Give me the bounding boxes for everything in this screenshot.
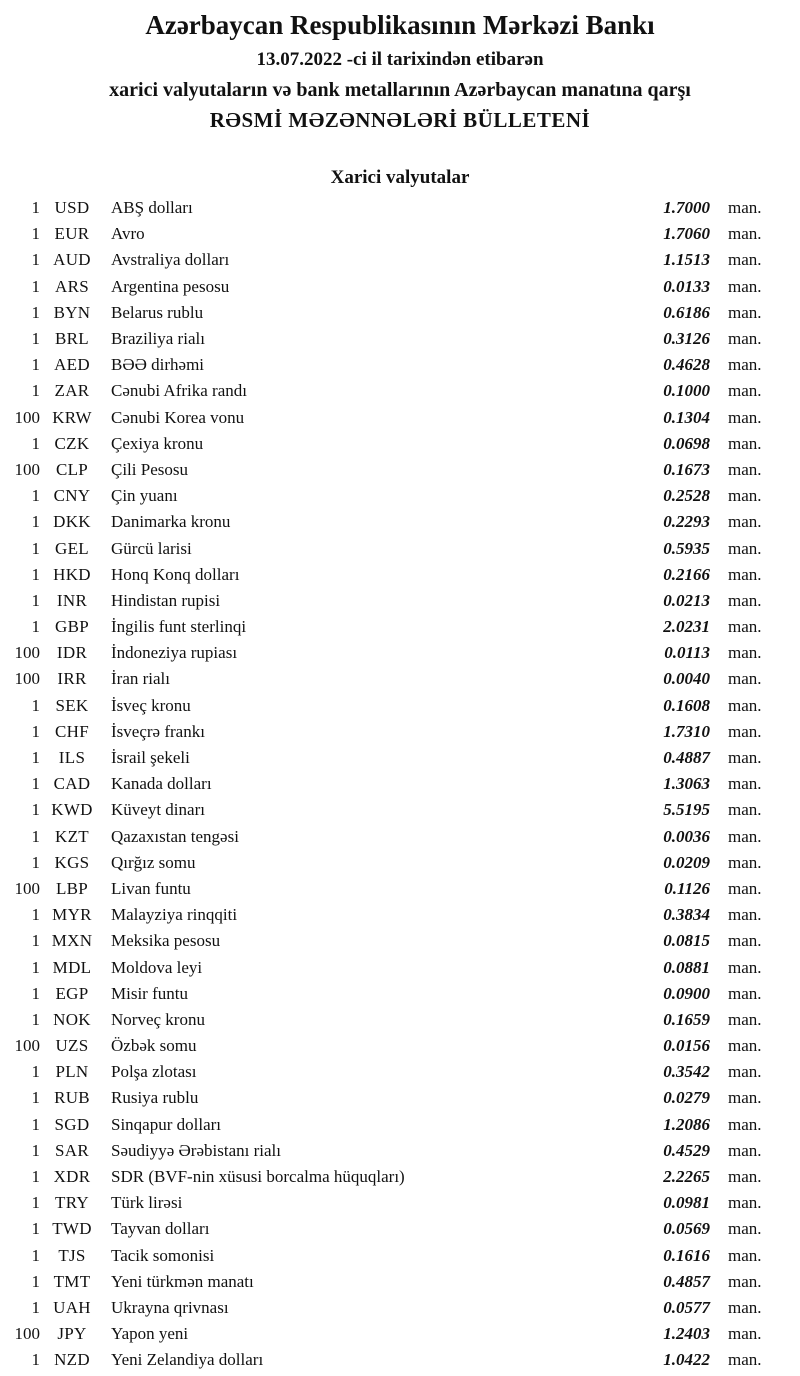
table-row xyxy=(0,457,800,483)
row-unit-label: man. xyxy=(728,1324,762,1344)
row-rate: 0.0209 xyxy=(663,852,710,872)
row-unit-label: man. xyxy=(728,905,762,925)
row-currency-name: Türk lirəsi xyxy=(111,1193,183,1213)
table-row xyxy=(0,378,800,404)
row-quantity: 1 xyxy=(31,983,40,1003)
row-rate: 0.1126 xyxy=(664,878,710,898)
row-rate: 0.1616 xyxy=(663,1245,710,1265)
row-currency-name: Malayziya rinqqiti xyxy=(111,905,238,925)
row-rate: 0.1659 xyxy=(663,1009,710,1029)
table-row xyxy=(0,1216,800,1242)
row-rate: 0.0981 xyxy=(663,1193,710,1213)
row-quantity: 1 xyxy=(31,1088,40,1108)
row-quantity: 1 xyxy=(31,617,40,637)
table-row xyxy=(0,902,800,928)
row-unit-label: man. xyxy=(728,774,762,794)
row-currency-name: Livan funtu xyxy=(111,878,191,898)
row-currency-code: BRL xyxy=(55,329,89,349)
row-quantity: 100 xyxy=(14,1036,40,1056)
table-row xyxy=(0,247,800,273)
row-rate: 0.4529 xyxy=(663,1140,710,1160)
row-currency-name: Yeni türkmən manatı xyxy=(111,1271,254,1291)
row-rate: 0.4857 xyxy=(663,1271,710,1291)
row-rate: 0.0156 xyxy=(663,1036,710,1056)
table-row xyxy=(0,954,800,980)
row-quantity: 1 xyxy=(31,748,40,768)
table-row xyxy=(0,1269,800,1295)
row-quantity: 1 xyxy=(31,564,40,584)
table-row xyxy=(0,300,800,326)
row-currency-code: KGS xyxy=(54,852,90,872)
row-currency-name: İsveçrə frankı xyxy=(111,721,205,741)
row-rate: 0.3834 xyxy=(663,905,710,925)
row-quantity: 1 xyxy=(31,1140,40,1160)
row-quantity: 1 xyxy=(31,198,40,218)
table-row xyxy=(0,640,800,666)
row-currency-name: Hindistan rupisi xyxy=(111,590,221,610)
table-row xyxy=(0,483,800,509)
table-row xyxy=(0,1059,800,1085)
row-quantity: 1 xyxy=(31,224,40,244)
table-row xyxy=(0,719,800,745)
row-unit-label: man. xyxy=(728,1245,762,1265)
effective-date-line: 13.07.2022 -ci il tarixindən etibarən xyxy=(256,49,544,70)
row-quantity: 1 xyxy=(31,1167,40,1187)
row-currency-code: DKK xyxy=(53,512,91,532)
table-row xyxy=(0,876,800,902)
row-currency-code: MDL xyxy=(52,957,92,977)
row-unit-label: man. xyxy=(728,721,762,741)
row-rate: 1.1513 xyxy=(663,250,710,270)
row-quantity: 1 xyxy=(31,852,40,872)
row-quantity: 1 xyxy=(31,355,40,375)
row-currency-name: Kanada dolları xyxy=(111,774,212,794)
table-row xyxy=(0,1243,800,1269)
row-unit-label: man. xyxy=(728,1036,762,1056)
table-row xyxy=(0,221,800,247)
row-currency-name: Avstraliya dolları xyxy=(111,250,230,270)
row-currency-name: Honq Konq dolları xyxy=(111,564,240,584)
row-currency-name: Qazaxıstan tengəsi xyxy=(111,826,239,846)
row-rate: 0.4887 xyxy=(663,748,710,768)
row-currency-code: TJS xyxy=(58,1245,86,1265)
row-currency-name: Ukrayna qrivnası xyxy=(111,1297,229,1317)
row-quantity: 1 xyxy=(31,512,40,532)
row-rate: 1.7060 xyxy=(663,224,710,244)
row-quantity: 100 xyxy=(14,878,40,898)
section-title-foreign-currencies: Xarici valyutalar xyxy=(330,167,470,188)
row-currency-name: Tacik somonisi xyxy=(111,1245,215,1265)
row-currency-code: SGD xyxy=(54,1114,90,1134)
table-row xyxy=(0,981,800,1007)
row-rate: 0.0113 xyxy=(664,643,710,663)
rates-table xyxy=(0,195,800,1373)
row-currency-name: Cənubi Afrika randı xyxy=(111,381,247,401)
row-currency-code: INR xyxy=(56,590,88,610)
row-currency-name: Norveç kronu xyxy=(111,1009,205,1029)
row-currency-name: Tayvan dolları xyxy=(111,1219,210,1239)
row-rate: 1.7000 xyxy=(663,198,710,218)
row-unit-label: man. xyxy=(728,355,762,375)
row-unit-label: man. xyxy=(728,695,762,715)
row-rate: 1.2086 xyxy=(663,1114,710,1134)
table-row xyxy=(0,1138,800,1164)
row-unit-label: man. xyxy=(728,1297,762,1317)
row-currency-code: UZS xyxy=(55,1036,89,1056)
row-currency-name: Özbək somu xyxy=(111,1036,197,1056)
row-rate: 0.0569 xyxy=(663,1219,710,1239)
row-rate: 2.2265 xyxy=(663,1167,710,1187)
row-unit-label: man. xyxy=(728,748,762,768)
table-row xyxy=(0,431,800,457)
row-currency-name: Cənubi Korea vonu xyxy=(111,407,245,427)
row-unit-label: man. xyxy=(728,983,762,1003)
row-currency-name: Argentina pesosu xyxy=(111,276,230,296)
table-row xyxy=(0,824,800,850)
row-rate: 1.2403 xyxy=(663,1324,710,1344)
row-currency-code: TWD xyxy=(52,1219,92,1239)
table-row xyxy=(0,535,800,561)
row-unit-label: man. xyxy=(728,198,762,218)
row-unit-label: man. xyxy=(728,224,762,244)
row-rate: 0.1000 xyxy=(663,381,710,401)
row-rate: 0.0036 xyxy=(663,826,710,846)
row-unit-label: man. xyxy=(728,617,762,637)
row-currency-code: KZT xyxy=(55,826,89,846)
row-currency-code: HKD xyxy=(53,564,91,584)
document-header xyxy=(0,0,800,133)
row-currency-name: Çin yuanı xyxy=(111,486,178,506)
row-currency-code: CZK xyxy=(54,433,90,453)
row-quantity: 1 xyxy=(31,433,40,453)
row-currency-name: İngilis funt sterlinqi xyxy=(111,617,247,637)
row-currency-name: İsrail şekeli xyxy=(111,748,190,768)
row-quantity: 1 xyxy=(31,590,40,610)
row-rate: 0.0815 xyxy=(663,931,710,951)
row-unit-label: man. xyxy=(728,250,762,270)
row-currency-code: MXN xyxy=(51,931,93,951)
row-rate: 0.0577 xyxy=(663,1297,710,1317)
row-currency-name: Səudiyyə Ərəbistanı rialı xyxy=(111,1140,281,1160)
row-quantity: 100 xyxy=(14,1324,40,1344)
row-rate: 1.0422 xyxy=(663,1350,710,1370)
row-currency-name: BƏƏ dirhəmi xyxy=(111,355,205,375)
row-unit-label: man. xyxy=(728,1271,762,1291)
row-currency-code: BYN xyxy=(53,302,91,322)
row-currency-name: Qırğız somu xyxy=(111,852,196,872)
row-rate: 0.1304 xyxy=(663,407,710,427)
row-rate: 0.1608 xyxy=(663,695,710,715)
row-currency-code: JPY xyxy=(57,1324,87,1344)
table-row xyxy=(0,1164,800,1190)
row-quantity: 1 xyxy=(31,250,40,270)
table-row xyxy=(0,195,800,221)
table-row xyxy=(0,1190,800,1216)
row-rate: 0.0213 xyxy=(663,590,710,610)
row-currency-code: RUB xyxy=(54,1088,90,1108)
row-quantity: 1 xyxy=(31,1350,40,1370)
row-unit-label: man. xyxy=(728,852,762,872)
row-currency-name: Avro xyxy=(111,224,145,244)
row-currency-code: ILS xyxy=(58,748,86,768)
row-rate: 0.5935 xyxy=(663,538,710,558)
row-unit-label: man. xyxy=(728,302,762,322)
row-quantity: 1 xyxy=(31,302,40,322)
row-quantity: 1 xyxy=(31,931,40,951)
row-rate: 0.2528 xyxy=(663,486,710,506)
table-row xyxy=(0,562,800,588)
row-rate: 0.0279 xyxy=(663,1088,710,1108)
row-quantity: 1 xyxy=(31,695,40,715)
row-currency-name: ABŞ dolları xyxy=(111,198,193,218)
row-unit-label: man. xyxy=(728,957,762,977)
table-row xyxy=(0,693,800,719)
row-unit-label: man. xyxy=(728,407,762,427)
row-unit-label: man. xyxy=(728,564,762,584)
row-quantity: 1 xyxy=(31,1297,40,1317)
row-quantity: 1 xyxy=(31,486,40,506)
row-currency-code: KRW xyxy=(52,407,92,427)
table-row xyxy=(0,1007,800,1033)
table-row xyxy=(0,1112,800,1138)
row-rate: 0.4628 xyxy=(663,355,710,375)
row-unit-label: man. xyxy=(728,878,762,898)
row-unit-label: man. xyxy=(728,459,762,479)
row-quantity: 1 xyxy=(31,1245,40,1265)
row-currency-name: Moldova leyi xyxy=(111,957,203,977)
row-quantity: 1 xyxy=(31,1114,40,1134)
row-currency-name: İndoneziya rupiası xyxy=(111,643,238,663)
row-currency-code: SEK xyxy=(55,695,89,715)
row-currency-code: PLN xyxy=(55,1062,89,1082)
table-row xyxy=(0,666,800,692)
row-currency-name: Meksika pesosu xyxy=(111,931,221,951)
row-currency-name: İsveç kronu xyxy=(111,695,191,715)
row-unit-label: man. xyxy=(728,433,762,453)
row-currency-code: IDR xyxy=(56,643,88,663)
row-quantity: 1 xyxy=(31,1009,40,1029)
row-currency-code: AUD xyxy=(53,250,91,270)
row-currency-name: Polşa zlotası xyxy=(111,1062,197,1082)
row-unit-label: man. xyxy=(728,276,762,296)
row-currency-code: CAD xyxy=(53,774,91,794)
row-currency-code: ZAR xyxy=(54,381,90,401)
row-rate: 0.0698 xyxy=(663,433,710,453)
table-row xyxy=(0,850,800,876)
row-unit-label: man. xyxy=(728,1350,762,1370)
table-row xyxy=(0,352,800,378)
row-unit-label: man. xyxy=(728,381,762,401)
row-currency-code: TMT xyxy=(53,1271,91,1291)
table-row xyxy=(0,745,800,771)
row-currency-name: Çexiya kronu xyxy=(111,433,204,453)
row-currency-code: GBP xyxy=(55,617,89,637)
row-currency-name: Yapon yeni xyxy=(111,1324,189,1344)
row-currency-code: UAH xyxy=(53,1297,91,1317)
row-currency-name: Danimarka kronu xyxy=(111,512,231,532)
row-quantity: 1 xyxy=(31,1193,40,1213)
row-rate: 5.5195 xyxy=(663,800,710,820)
row-currency-code: CHF xyxy=(55,721,89,741)
table-row xyxy=(0,1321,800,1347)
row-rate: 0.3126 xyxy=(663,329,710,349)
bulletin-title: RƏSMİ MƏZƏNNƏLƏRİ BÜLLETENİ xyxy=(209,108,591,132)
row-unit-label: man. xyxy=(728,538,762,558)
row-currency-code: KWD xyxy=(51,800,93,820)
row-currency-code: IRR xyxy=(57,669,87,689)
row-unit-label: man. xyxy=(728,1167,762,1187)
row-quantity: 100 xyxy=(14,669,40,689)
row-currency-code: CNY xyxy=(53,486,91,506)
row-currency-name: İran rialı xyxy=(111,669,170,689)
row-currency-code: EGP xyxy=(55,983,89,1003)
row-rate: 0.2293 xyxy=(663,512,710,532)
row-quantity: 1 xyxy=(31,774,40,794)
row-unit-label: man. xyxy=(728,1219,762,1239)
row-currency-name: Braziliya rialı xyxy=(111,329,205,349)
table-row xyxy=(0,1295,800,1321)
row-rate: 0.0040 xyxy=(663,669,710,689)
row-unit-label: man. xyxy=(728,1062,762,1082)
row-rate: 0.3542 xyxy=(663,1062,710,1082)
row-rate: 0.0133 xyxy=(663,276,710,296)
row-quantity: 1 xyxy=(31,826,40,846)
row-quantity: 1 xyxy=(31,276,40,296)
row-rate: 1.7310 xyxy=(663,721,710,741)
row-unit-label: man. xyxy=(728,1114,762,1134)
subject-line: xarici valyutaların və bank metallarının Azərbaycan manatına qarşı xyxy=(109,79,691,101)
row-unit-label: man. xyxy=(728,329,762,349)
row-unit-label: man. xyxy=(728,1009,762,1029)
row-unit-label: man. xyxy=(728,486,762,506)
row-currency-name: Küveyt dinarı xyxy=(111,800,205,820)
row-unit-label: man. xyxy=(728,931,762,951)
bank-name-title: Azərbaycan Respublikasının Mərkəzi Bankı xyxy=(145,10,655,40)
row-quantity: 1 xyxy=(31,329,40,349)
table-row xyxy=(0,797,800,823)
row-rate: 0.1673 xyxy=(663,459,710,479)
row-unit-label: man. xyxy=(728,643,762,663)
row-quantity: 1 xyxy=(31,905,40,925)
table-row xyxy=(0,509,800,535)
table-row xyxy=(0,614,800,640)
row-quantity: 100 xyxy=(14,643,40,663)
row-currency-code: USD xyxy=(54,198,90,218)
table-row xyxy=(0,1347,800,1373)
table-row xyxy=(0,771,800,797)
row-currency-code: LBP xyxy=(55,878,89,898)
row-rate: 1.3063 xyxy=(663,774,710,794)
row-unit-label: man. xyxy=(728,1193,762,1213)
row-quantity: 1 xyxy=(31,1062,40,1082)
row-quantity: 100 xyxy=(14,407,40,427)
row-currency-code: SAR xyxy=(55,1140,89,1160)
row-currency-name: Belarus rublu xyxy=(111,302,204,322)
table-row xyxy=(0,1033,800,1059)
row-quantity: 1 xyxy=(31,1219,40,1239)
row-currency-code: MYR xyxy=(52,905,92,925)
row-rate: 0.0900 xyxy=(663,983,710,1003)
row-currency-code: EUR xyxy=(54,224,90,244)
row-quantity: 1 xyxy=(31,538,40,558)
row-currency-code: XDR xyxy=(53,1167,91,1187)
row-currency-name: Yeni Zelandiya dolları xyxy=(111,1350,264,1370)
table-row xyxy=(0,928,800,954)
row-currency-code: NOK xyxy=(53,1009,91,1029)
row-quantity: 1 xyxy=(31,721,40,741)
row-currency-code: AED xyxy=(54,355,90,375)
row-unit-label: man. xyxy=(728,800,762,820)
row-rate: 0.2166 xyxy=(663,564,710,584)
row-currency-name: Gürcü larisi xyxy=(111,538,192,558)
table-row xyxy=(0,326,800,352)
row-currency-code: NZD xyxy=(54,1350,90,1370)
row-currency-code: CLP xyxy=(55,459,89,479)
row-rate: 0.0881 xyxy=(663,957,710,977)
table-row xyxy=(0,588,800,614)
row-rate: 0.6186 xyxy=(663,302,710,322)
row-currency-code: TRY xyxy=(55,1193,89,1213)
row-quantity: 100 xyxy=(14,459,40,479)
row-unit-label: man. xyxy=(728,590,762,610)
table-row xyxy=(0,1085,800,1111)
row-currency-name: Sinqapur dolları xyxy=(111,1114,222,1134)
table-row xyxy=(0,405,800,431)
table-row xyxy=(0,274,800,300)
row-currency-code: GEL xyxy=(55,538,89,558)
row-unit-label: man. xyxy=(728,1140,762,1160)
row-quantity: 1 xyxy=(31,1271,40,1291)
row-quantity: 1 xyxy=(31,381,40,401)
row-quantity: 1 xyxy=(31,957,40,977)
row-rate: 2.0231 xyxy=(663,617,710,637)
row-currency-name: SDR (BVF-nin xüsusi borcalma hüquqları) xyxy=(111,1167,405,1187)
row-currency-name: Rusiya rublu xyxy=(111,1088,199,1108)
row-unit-label: man. xyxy=(728,1088,762,1108)
row-currency-code: ARS xyxy=(55,276,89,296)
row-unit-label: man. xyxy=(728,512,762,532)
row-currency-name: Çili Pesosu xyxy=(111,459,188,479)
row-unit-label: man. xyxy=(728,669,762,689)
row-quantity: 1 xyxy=(31,800,40,820)
row-unit-label: man. xyxy=(728,826,762,846)
row-currency-name: Misir funtu xyxy=(111,983,188,1003)
